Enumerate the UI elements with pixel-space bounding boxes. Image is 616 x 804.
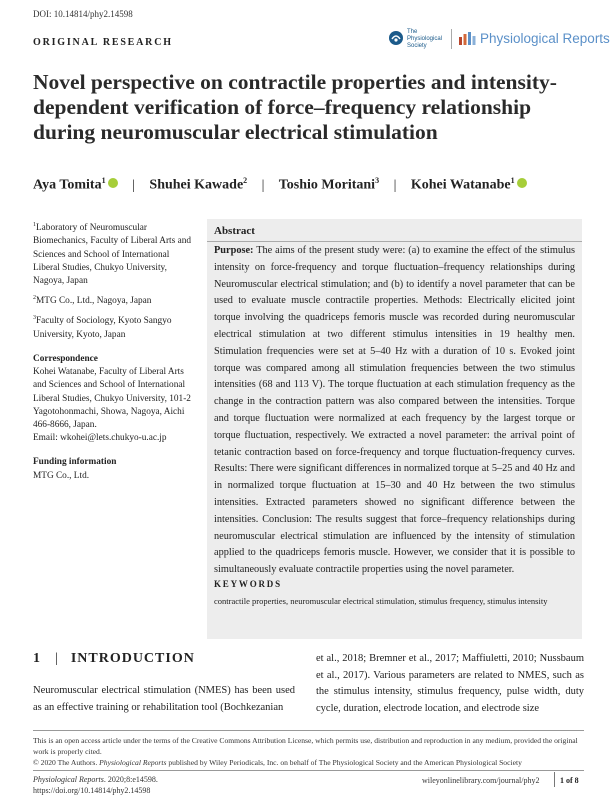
affiliations-column xyxy=(33,219,198,487)
orcid-icon[interactable] xyxy=(108,178,118,188)
author-name[interactable]: Toshio Moritani xyxy=(278,177,376,193)
correspondence-heading: Correspondence xyxy=(33,353,98,364)
journal-url-link[interactable]: wileyonlinelibrary.com/journal/phy2 xyxy=(422,776,540,785)
keywords-heading: KEYWORDS xyxy=(214,579,282,589)
license-notice xyxy=(33,735,584,768)
article-title: Novel perspective on contractile properties and intensity-dependent verification of force–frequency relationship during neuromuscular electrical stimulation xyxy=(33,70,557,144)
citation xyxy=(33,774,158,796)
page-number-divider xyxy=(554,772,555,787)
author-separator: | xyxy=(393,177,397,193)
license-text: This is an open access article under the terms of the Creative Commons Attribution License, which permits use, distribution and reproduction in any medium, provided the original work is properly cited. xyxy=(33,736,578,756)
funding-heading: Funding information xyxy=(33,457,117,468)
author-affiliation-number: 1 xyxy=(510,176,515,185)
section-number: 1 xyxy=(33,651,41,666)
author-affiliation-number: 2 xyxy=(243,176,248,185)
journal-emblem-icon xyxy=(458,31,476,47)
abstract-body: The aims of the present study were: (a) to examine the effect of the stimulus intensity on force-frequency and torque fluctuation–frequency relationships during Neuromuscular electrical stimulation; and (b) to identify a novel parameter that can be used to evaluate muscle contractile properties. Methods: Electrically elicited joint torque involving the quadriceps femoris muscle was recorded during neuromuscular electrical stimulation at two different stimulus intensities in 19 healthy men. Stimulation frequencies were set at 5–40 Hz with a duration of 10 s. Evoked joint torque was compared among all stimulation frequencies between the two stimulus intensities (68 and 113 V). The torque fluctuation at each stimulation frequency as the change in the contraction pattern was also compared between the intensities. Torque and torque fluctuation were normalized at each frequency by the largest torque or torque fluctuation, respectively. We extracted a novel parameter: the arrival point of tetanic contraction based on force-frequency and torque fluctuation-frequency curves. Results: There were significant differences in normalized torque at 5–25 and 40 Hz and in normalized torque fluctuation at 15–30 and 40 Hz between the two stimulus intensities. Extracted parameters showed no significant difference between the intensities. Conclusion: The results suggest that force–frequency relationships during neuromuscular electrical stimulation are influenced by the intensity of stimulation applied to the quadriceps femoris muscle. However, we consider that it is possible to simultaneously evaluate contractile properties using the novel parameter. xyxy=(214,245,575,576)
correspondence-email[interactable]: Email: wkohei@lets.chukyo-u.ac.jp xyxy=(33,433,167,444)
keywords-text: contractile properties, neuromuscular electrical stimulation, stimulus frequency, stimulus intensity xyxy=(214,596,548,606)
affiliation-1: $^1$Laboratory of Neuromuscular Biomechanics, Faculty of Liberal Arts and Sciences and School of International Liberal Studies, Chukyo University, Nagoya, Japan xyxy=(33,222,192,286)
author-list xyxy=(33,176,527,194)
journal-logos xyxy=(388,27,610,51)
author-affiliation-number: 3 xyxy=(375,176,380,185)
section-title: INTRODUCTION xyxy=(70,651,195,666)
society-name: The Physiological Society xyxy=(407,29,443,49)
citation-doi-link[interactable]: https://doi.org/10.14814/phy2.14598 xyxy=(33,786,151,795)
affiliation-2: $^2$MTG Co., Ltd., Nagoya, Japan xyxy=(33,295,152,307)
author-separator: | xyxy=(132,177,135,193)
author-affiliation-number: 1 xyxy=(101,176,106,185)
page-number: 1 of 8 xyxy=(560,776,579,785)
abstract-box xyxy=(207,219,582,639)
author-separator: | xyxy=(261,177,265,193)
author-name[interactable]: Shuhei Kawade xyxy=(149,177,244,193)
bottom-divider xyxy=(33,770,584,771)
abstract-purpose-label: Purpose: xyxy=(214,245,254,256)
introduction-text-left: Neuromuscular electrical stimulation (NMES) has been used as an effective training or rehabilitation tool (Bochkezanian xyxy=(33,685,295,713)
author-name[interactable]: Kohei Watanabe xyxy=(410,177,511,193)
section-separator: | xyxy=(55,651,59,666)
author-name[interactable]: Aya Tomita xyxy=(33,177,102,193)
section-label: ORIGINAL RESEARCH xyxy=(33,37,173,48)
correspondence-text: Kohei Watanabe, Faculty of Liberal Arts and Sciences and School of International Liberal Studies, Chukyo University, 101-2 Yagotohonmachi, Showa, Nagoya, Aichi 466-8666, Japan. xyxy=(33,367,191,430)
footer-divider xyxy=(33,730,584,731)
copyright-text: © 2020 The Authors. Physiological Reports published by Wiley Periodicals, Inc. on behalf of The Physiological Society and the American Physiological Society xyxy=(33,758,522,767)
citation-journal: Physiological Reports xyxy=(33,775,104,784)
society-logo xyxy=(388,27,448,51)
introduction-text-right: et al., 2018; Bremner et al., 2017; Maffiuletti, 2010; Nussbaum et al., 2017). Various parameters are related to NMES, such as the stimulus intensity, stimulus frequency, pulse width, duty cycle, duration, electrode location, and electrode size xyxy=(316,653,584,714)
citation-volume: . 2020;8:e14598. xyxy=(103,775,158,784)
abstract-heading: Abstract xyxy=(214,225,255,237)
journal-name: Physiological Reports xyxy=(480,31,610,46)
society-emblem-icon xyxy=(388,30,404,46)
orcid-icon[interactable] xyxy=(517,178,527,188)
affiliation-3: $^3$Faculty of Sociology, Kyoto Sangyo University, Kyoto, Japan xyxy=(33,315,172,340)
funding-text: MTG Co., Ltd. xyxy=(33,470,90,481)
abstract-divider xyxy=(207,241,582,242)
logo-divider xyxy=(451,29,452,49)
doi: DOI: 10.14814/phy2.14598 xyxy=(33,9,133,19)
abstract-text xyxy=(214,243,575,579)
introduction-heading xyxy=(33,651,195,667)
